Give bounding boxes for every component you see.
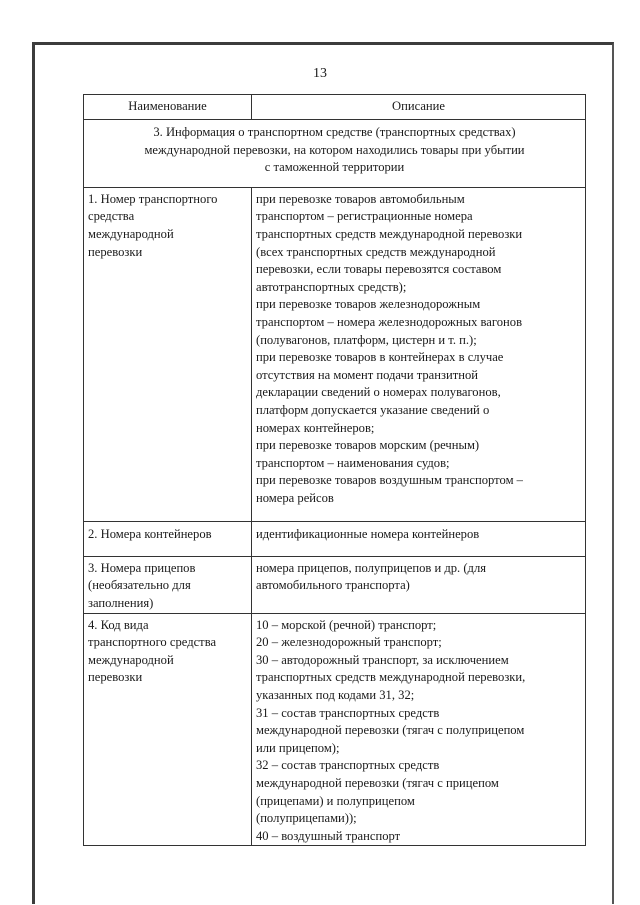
text-line: 3. Номера прицепов bbox=[88, 560, 196, 575]
row-name bbox=[84, 613, 252, 846]
text-line: перевозки bbox=[88, 244, 143, 259]
table-row bbox=[84, 613, 586, 846]
text-line: перевозки bbox=[88, 670, 143, 685]
header-name: Наименование bbox=[84, 95, 252, 120]
text-line: транспортом – номера железнодорожных вагонов bbox=[256, 314, 523, 329]
text-line: 4. Код вида bbox=[88, 617, 149, 632]
text-line: номерах контейнеров; bbox=[256, 420, 375, 435]
table-row bbox=[84, 521, 586, 556]
text-line: международной перевозки (тягач с прицепом bbox=[256, 775, 499, 790]
data-table bbox=[83, 94, 586, 846]
text-line: (полуприцепами)); bbox=[256, 811, 357, 826]
row-name bbox=[84, 187, 252, 521]
text-line: указанных под кодами 31, 32; bbox=[256, 687, 415, 702]
row-description bbox=[252, 613, 586, 846]
row-description bbox=[252, 187, 586, 521]
text-line: (необязательно для bbox=[88, 578, 191, 593]
text-line: 20 – железнодорожный транспорт; bbox=[256, 635, 442, 650]
row-name bbox=[84, 521, 252, 556]
table-header-row bbox=[84, 95, 586, 120]
text-line: 32 – состав транспортных средств bbox=[256, 758, 440, 773]
text-line: или прицепом); bbox=[256, 740, 340, 755]
section-title-line: международной перевозки, на котором находились товары при убытии bbox=[144, 142, 525, 157]
header-description: Описание bbox=[252, 95, 586, 120]
text-line: при перевозке товаров железнодорожным bbox=[256, 297, 481, 312]
text-line: номера прицепов, полуприцепов и др. (для bbox=[256, 560, 487, 575]
text-line: международной перевозки (тягач с полуприцепом bbox=[256, 723, 525, 738]
text-line: 1. Номер транспортного bbox=[88, 191, 218, 206]
text-line: (всех транспортных средств международной bbox=[256, 244, 496, 259]
text-line: транспортных средств международной перевозки bbox=[256, 226, 523, 241]
text-line: транспортного средства bbox=[88, 635, 217, 650]
row-name bbox=[84, 556, 252, 613]
text-line: 10 – морской (речной) транспорт; bbox=[256, 617, 437, 632]
text-line: идентификационные номера контейнеров bbox=[256, 526, 480, 541]
text-line: средства bbox=[88, 209, 135, 224]
text-line: при перевозке товаров в контейнерах в случае bbox=[256, 350, 504, 365]
text-line: номера рейсов bbox=[256, 490, 334, 505]
text-line: транспортных средств международной перевозки, bbox=[256, 670, 526, 685]
text-line: международной bbox=[88, 652, 174, 667]
text-line: международной bbox=[88, 226, 174, 241]
table-row bbox=[84, 556, 586, 613]
section-title-line: с таможенной территории bbox=[264, 160, 405, 175]
section-row bbox=[84, 120, 586, 188]
text-line: отсутствия на момент подачи транзитной bbox=[256, 367, 479, 382]
text-line: заполнения) bbox=[88, 595, 154, 610]
text-line: при перевозке товаров морским (речным) bbox=[256, 438, 480, 453]
section-title-line: 3. Информация о транспортном средстве (транспортных средствах) bbox=[153, 125, 516, 139]
text-line: 31 – состав транспортных средств bbox=[256, 705, 440, 720]
page-number: 13 bbox=[313, 66, 327, 81]
text-line: при перевозке товаров воздушным транспортом – bbox=[256, 473, 523, 488]
text-line: декларации сведений о номерах полувагонов, bbox=[256, 385, 501, 400]
row-description bbox=[252, 521, 586, 556]
section-title bbox=[84, 120, 586, 188]
text-line: автотранспортных средств); bbox=[256, 279, 407, 294]
table-row bbox=[84, 187, 586, 521]
text-line: 2. Номера контейнеров bbox=[88, 526, 212, 541]
text-line: транспортом – регистрационные номера bbox=[256, 209, 473, 224]
text-line: при перевозке товаров автомобильным bbox=[256, 191, 465, 206]
text-line: транспортом – наименования судов; bbox=[256, 455, 450, 470]
text-line: (прицепами) и полуприцепом bbox=[256, 793, 415, 808]
text-line: 30 – автодорожный транспорт, за исключением bbox=[256, 652, 509, 667]
row-description bbox=[252, 556, 586, 613]
text-line: автомобильного транспорта) bbox=[256, 578, 410, 593]
text-line: перевозки, если товары перевозятся составом bbox=[256, 262, 502, 277]
text-line: 40 – воздушный транспорт bbox=[256, 828, 401, 843]
text-line: платформ допускается указание сведений о bbox=[256, 402, 490, 417]
text-line: (полувагонов, платформ, цистерн и т. п.); bbox=[256, 332, 477, 347]
